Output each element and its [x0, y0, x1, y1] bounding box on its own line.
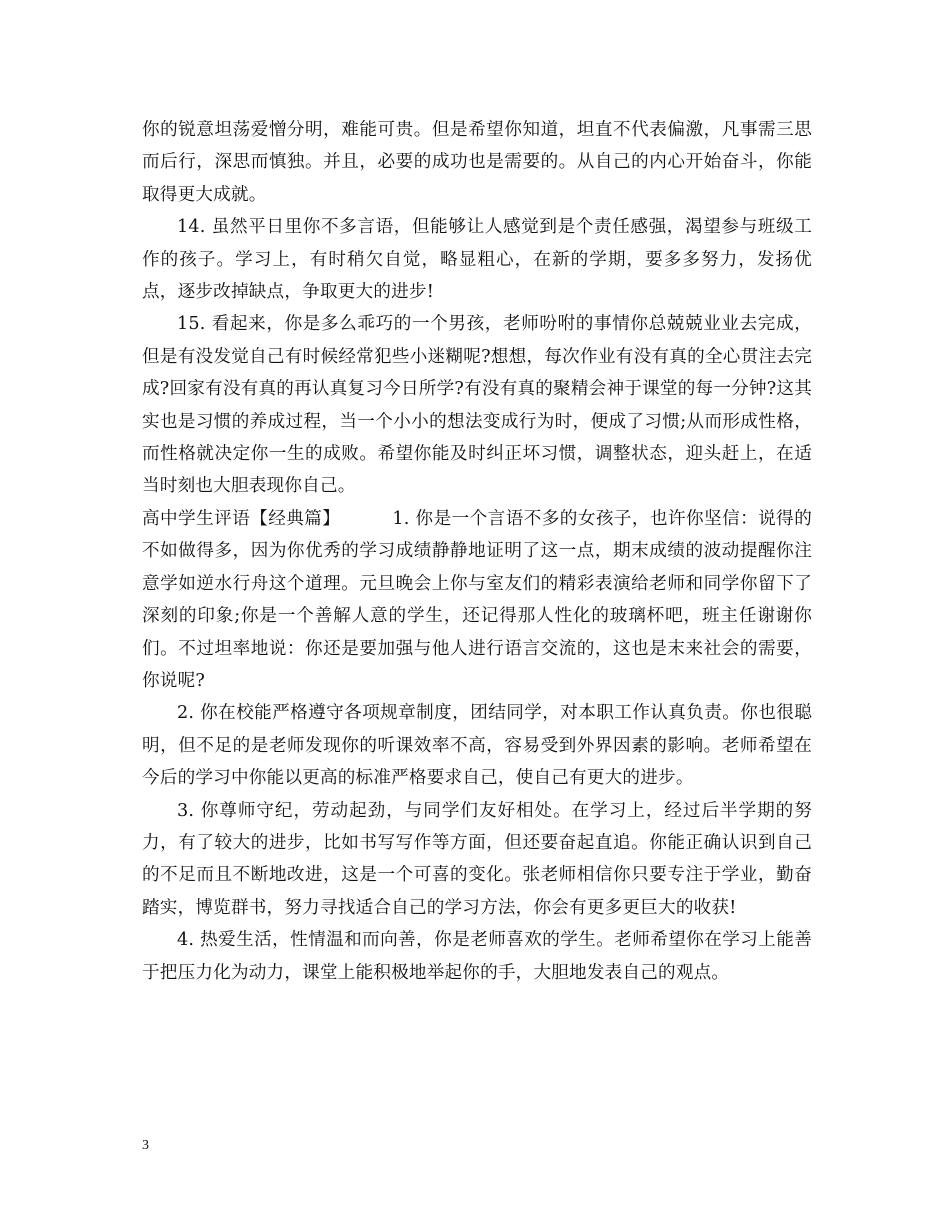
paragraph-item-2: 2. 你在校能严格遵守各项规章制度，团结同学，对本职工作认真负责。你也很聪明，但不足的是老师发现你的听课效率不高，容易受到外界因素的影响。老师希望在今后的学习中你能以更高的标准严格要求自己，使自己有更大的进步。 [142, 703, 812, 789]
document-body [142, 114, 812, 989]
page-number: 3 [142, 1138, 149, 1153]
paragraph-item-1: 1. 你是一个言语不多的女孩子，也许你坚信：说得的不如做得多，因为你优秀的学习成绩静静地证明了这一点，期末成绩的波动提醒你注意学如逆水行舟这个道理。元旦晚会上你与室友们的精彩表演给老师和同学你留下了深刻的印象;你是一个善解人意的学生，还记得那人性化的玻璃杯吧，班主任谢谢你们。不过坦率地说：你还是要加强与他人进行语言交流的，这也是末来社会的需要，你说呢? [142, 508, 812, 691]
paragraph-item-15: 15. 看起来，你是多么乖巧的一个男孩，老师吩咐的事情你总兢兢业业去完成，但是有没发觉自己有时候经常犯些小迷糊呢?想想，每次作业有没有真的全心贯注去完成?回家有没有真的再认真复习今日所学?有没有真的聚精会神于课堂的每一分钟?这其实也是习惯的养成过程，当一个小小的想法变成行为时，便成了习惯;从而形成性格，而性格就决定你一生的成败。希望你能及时纠正坏习惯，调整状态，迎头赶上，在适当时刻也大胆表现你自己。 [142, 314, 812, 497]
paragraph-item-4: 4. 热爱生活，性情温和而向善，你是老师喜欢的学生。老师希望你在学习上能善于把压力化为动力，课堂上能积极地举起你的手，大胆地发表自己的观点。 [142, 930, 812, 983]
paragraph-continuation: 你的锐意坦荡爱憎分明，难能可贵。但是希望你知道，坦直不代表偏激，凡事需三思而后行，深思而慎独。并且，必要的成功也是需要的。从自己的内心开始奋斗，你能取得更大成就。 [142, 120, 812, 205]
section-paragraph [142, 503, 812, 697]
paragraph-item-3: 3. 你尊师守纪，劳动起劲，与同学们友好相处。在学习上，经过后半学期的努力，有了较大的进步，比如书写写作等方面，但还要奋起直追。你能正确认识到自己的不足而且不断地改进，这是一个可喜的变化。张老师相信你只要专注于学业，勤奋踏实，博览群书，努力寻找适合自己的学习方法，你会有更多更巨大的收获! [142, 800, 812, 918]
paragraph-item-14: 14. 虽然平日里你不多言语，但能够让人感觉到是个责任感强，渴望参与班级工作的孩子。学习上，有时稍欠自觉，略显粗心，在新的学期，要多多努力，发扬优点，逐步改掉缺点，争取更大的进步! [142, 217, 812, 303]
section-heading: 高中学生评语【经典篇】 [142, 508, 341, 529]
